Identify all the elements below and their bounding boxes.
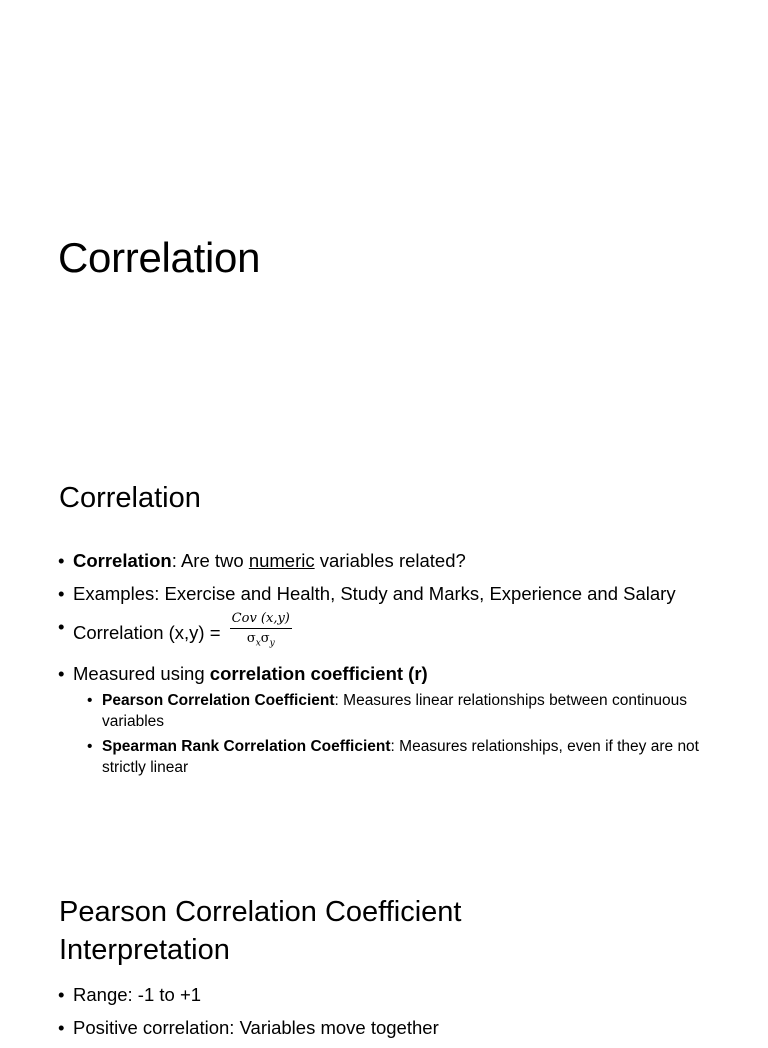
sub-x: x: [255, 638, 261, 649]
correlation-formula: [230, 611, 292, 652]
spearman-term: Spearman Rank Correlation Coefficient: [102, 737, 391, 755]
pearson-bullet-list: [58, 982, 718, 1048]
bullet-positive: [58, 1015, 718, 1040]
bullet-range: [58, 982, 718, 1007]
sub-bullet-pearson: [58, 690, 718, 732]
sigma-y: σ: [260, 631, 270, 646]
bullet-definition: [58, 548, 718, 573]
coefficient-term: correlation coefficient (r): [209, 662, 428, 684]
bullet-formula: [58, 611, 718, 655]
correlation-term: Correlation: [73, 550, 172, 571]
sub-y: y: [269, 638, 275, 649]
sigma-x: σ: [246, 631, 256, 646]
formula-denominator: [230, 629, 292, 652]
formula-label: Correlation (x,y) =: [73, 622, 226, 644]
pearson-slide-heading: Pearson Correlation Coefficient Interpretation: [59, 896, 462, 966]
pearson-text: : Measures linear relationships between continuous variables: [102, 691, 687, 730]
bullet-dot-icon: •: [58, 616, 65, 637]
measured-text: Measured using: [73, 662, 210, 684]
bullet-measured: [58, 661, 718, 686]
definition-text-b: variables related?: [314, 550, 466, 571]
bullet-dot-icon: •: [58, 984, 65, 1005]
examples-text: Examples: Exercise and Health, Study and Marks, Experience and Salary: [73, 583, 676, 604]
positive-text: Positive correlation: Variables move together: [73, 1017, 439, 1038]
numeric-underlined: numeric: [248, 550, 315, 571]
range-text: Range: -1 to +1: [73, 984, 202, 1005]
bullet-dot-icon: •: [58, 583, 65, 604]
sub-bullet-dot-icon: •: [87, 691, 93, 709]
formula-numerator: Cov (x,y): [230, 611, 292, 629]
sub-bullet-dot-icon: •: [87, 737, 93, 755]
title-slide-title: Correlation: [58, 234, 261, 281]
bullet-dot-icon: •: [58, 1017, 65, 1038]
spearman-text: : Measures relationships, even if they are not strictly linear: [102, 737, 699, 776]
pearson-term: Pearson Correlation Coefficient: [102, 691, 335, 709]
bullet-dot-icon: •: [58, 550, 65, 571]
bullet-examples: [58, 581, 718, 606]
sub-bullet-spearman: [58, 736, 718, 778]
correlation-slide-heading: Correlation: [59, 482, 201, 514]
correlation-bullet-list: [58, 548, 718, 782]
definition-text-a: : Are two: [171, 550, 249, 571]
bullet-dot-icon: •: [58, 662, 65, 684]
